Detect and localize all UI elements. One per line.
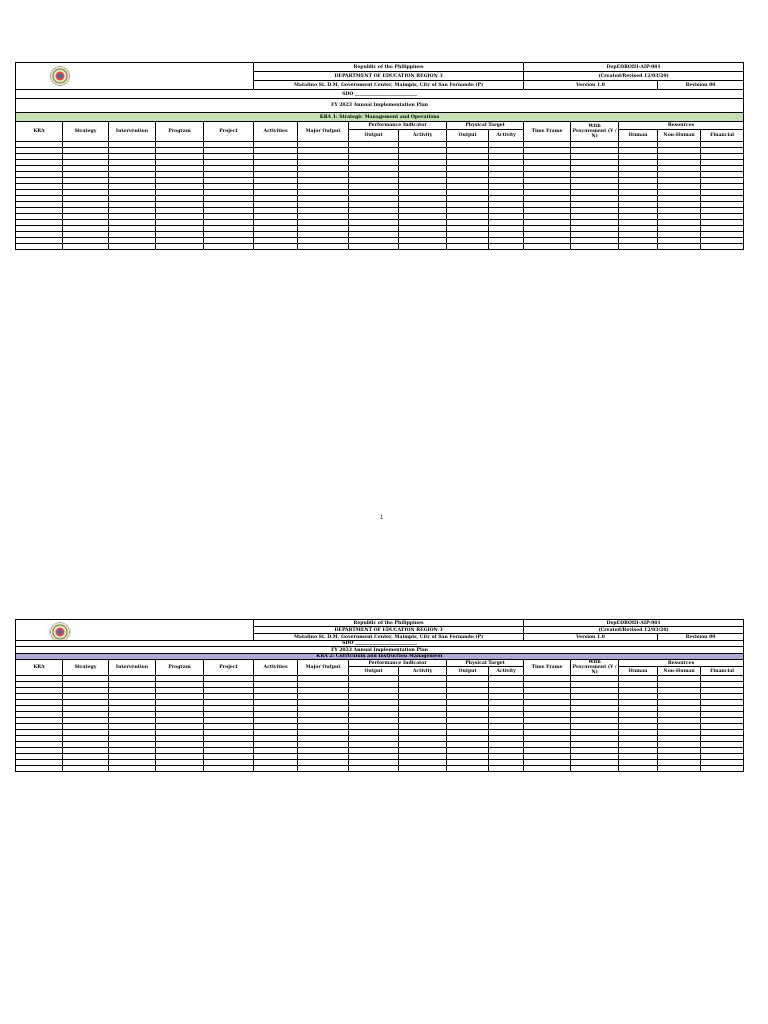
- col-intervention: Intervention: [109, 122, 156, 142]
- col-program: Program: [156, 122, 204, 142]
- plan-title: FY 2023 Annual Implementation Plan: [16, 647, 744, 654]
- col-pt-output: Output: [447, 130, 489, 142]
- kra-title: KRA 2: Curriculum and Instruction Management: [16, 654, 744, 660]
- col-kra: KRA: [16, 660, 63, 676]
- col-human: Human: [619, 130, 658, 142]
- table-cell[interactable]: [254, 244, 298, 250]
- sdo-field[interactable]: SDO ___________________________: [16, 641, 744, 647]
- revision-label: Revision 00: [658, 634, 744, 641]
- table-cell[interactable]: [447, 766, 489, 772]
- version-label: Version 1.0: [524, 81, 658, 90]
- table-cell[interactable]: [524, 766, 571, 772]
- table-cell[interactable]: [16, 244, 63, 250]
- table-body: [16, 676, 744, 772]
- table-cell[interactable]: [447, 244, 489, 250]
- table-cell[interactable]: [109, 244, 156, 250]
- col-non-human: Non-Human: [658, 130, 701, 142]
- col-performance-indicator: Performance Indicator: [349, 122, 447, 130]
- logo-cell: [16, 63, 254, 90]
- col-pi-output: Output: [349, 667, 399, 676]
- col-pi-activity: Activity: [399, 130, 447, 142]
- col-pi-output: Output: [349, 130, 399, 142]
- doc-code: DepEDROIII-AIP-001: [524, 620, 744, 627]
- table-cell[interactable]: [619, 766, 658, 772]
- table-cell[interactable]: [63, 244, 109, 250]
- form-page-2: [15, 619, 743, 772]
- created-label: (Created/Revised 12/03/20): [524, 72, 744, 81]
- revision-label: Revision 00: [658, 81, 744, 90]
- col-with-procurement: With Procurement (Y / N): [572, 660, 617, 675]
- deped-seal-icon: [50, 622, 70, 641]
- table-cell[interactable]: [571, 766, 619, 772]
- deped-seal-icon: [50, 66, 70, 86]
- table-row: [16, 766, 744, 772]
- col-with-procurement: With Procurement (Y / N): [571, 122, 619, 142]
- table-cell[interactable]: [298, 244, 349, 250]
- table-cell[interactable]: [204, 244, 254, 250]
- table-cell[interactable]: [63, 766, 109, 772]
- col-performance-indicator: Performance Indicator: [349, 660, 447, 667]
- doc-code: DepEDROIII-AIP-001: [524, 63, 744, 72]
- col-financial: Financial: [701, 667, 744, 676]
- col-intervention: Intervention: [109, 660, 156, 676]
- col-major-output: Major Output: [298, 660, 349, 676]
- table-cell[interactable]: [524, 244, 571, 250]
- col-strategy: Strategy: [63, 660, 109, 676]
- table-cell[interactable]: [349, 244, 399, 250]
- page-number: 1: [380, 515, 384, 521]
- col-kra: KRA: [16, 122, 63, 142]
- plan-title: FY 2023 Annual Implementation Plan: [16, 99, 744, 113]
- col-project: Project: [204, 122, 254, 142]
- republic-label: Republic of the Philippines: [254, 63, 524, 72]
- col-non-human: Non-Human: [658, 667, 701, 676]
- table-cell[interactable]: [399, 766, 447, 772]
- col-human: Human: [619, 667, 658, 676]
- table-cell[interactable]: [701, 244, 744, 250]
- table-cell[interactable]: [619, 244, 658, 250]
- table-cell[interactable]: [298, 766, 349, 772]
- table-cell[interactable]: [658, 766, 701, 772]
- col-time-frame: Time Frame: [524, 122, 571, 142]
- table-row: [16, 244, 744, 250]
- col-major-output: Major Output: [298, 122, 349, 142]
- address-label: Matalino St. D.M. Government Center, Maimpis, City of San Fernando (P): [254, 81, 524, 90]
- table-body: [16, 142, 744, 250]
- col-pt-activity: Activity: [489, 130, 524, 142]
- table-cell[interactable]: [489, 244, 524, 250]
- col-pt-activity: Activity: [489, 667, 524, 676]
- logo-cell: [16, 620, 254, 641]
- table-cell[interactable]: [254, 766, 298, 772]
- col-resources: Resources: [619, 660, 744, 667]
- table-cell[interactable]: [399, 244, 447, 250]
- table-cell[interactable]: [571, 244, 619, 250]
- table-cell[interactable]: [156, 244, 204, 250]
- table-cell[interactable]: [701, 766, 744, 772]
- table-cell[interactable]: [156, 766, 204, 772]
- col-project: Project: [204, 660, 254, 676]
- address-label: Matalino St. D.M. Government Center, Maimpis, City of San Fernando (P): [254, 634, 524, 641]
- col-pi-activity: Activity: [399, 667, 447, 676]
- col-physical-target: Physical Target: [447, 122, 524, 130]
- table-cell[interactable]: [489, 766, 524, 772]
- form-page-1: [15, 62, 743, 250]
- created-label: (Created/Revised 12/03/20): [524, 627, 744, 634]
- table-cell[interactable]: [658, 244, 701, 250]
- republic-label: Republic of the Philippines: [254, 620, 524, 627]
- version-label: Version 1.0: [524, 634, 658, 641]
- table-cell[interactable]: [204, 766, 254, 772]
- department-label: DEPARTMENT OF EDUCATION REGION 3: [254, 627, 524, 634]
- col-activities: Activities: [254, 660, 298, 676]
- col-physical-target: Physical Target: [447, 660, 524, 667]
- col-activities: Activities: [254, 122, 298, 142]
- col-strategy: Strategy: [63, 122, 109, 142]
- col-financial: Financial: [701, 130, 744, 142]
- department-label: DEPARTMENT OF EDUCATION REGION 3: [254, 72, 524, 81]
- sdo-field[interactable]: SDO ___________________________: [16, 90, 744, 99]
- col-program: Program: [156, 660, 204, 676]
- col-pt-output: Output: [447, 667, 489, 676]
- col-time-frame: Time Frame: [524, 660, 571, 676]
- kra-title: KRA 1: Strategic Management and Operations: [16, 113, 744, 122]
- table-cell[interactable]: [349, 766, 399, 772]
- col-resources: Resources: [619, 122, 744, 130]
- table-cell[interactable]: [16, 766, 63, 772]
- table-cell[interactable]: [109, 766, 156, 772]
